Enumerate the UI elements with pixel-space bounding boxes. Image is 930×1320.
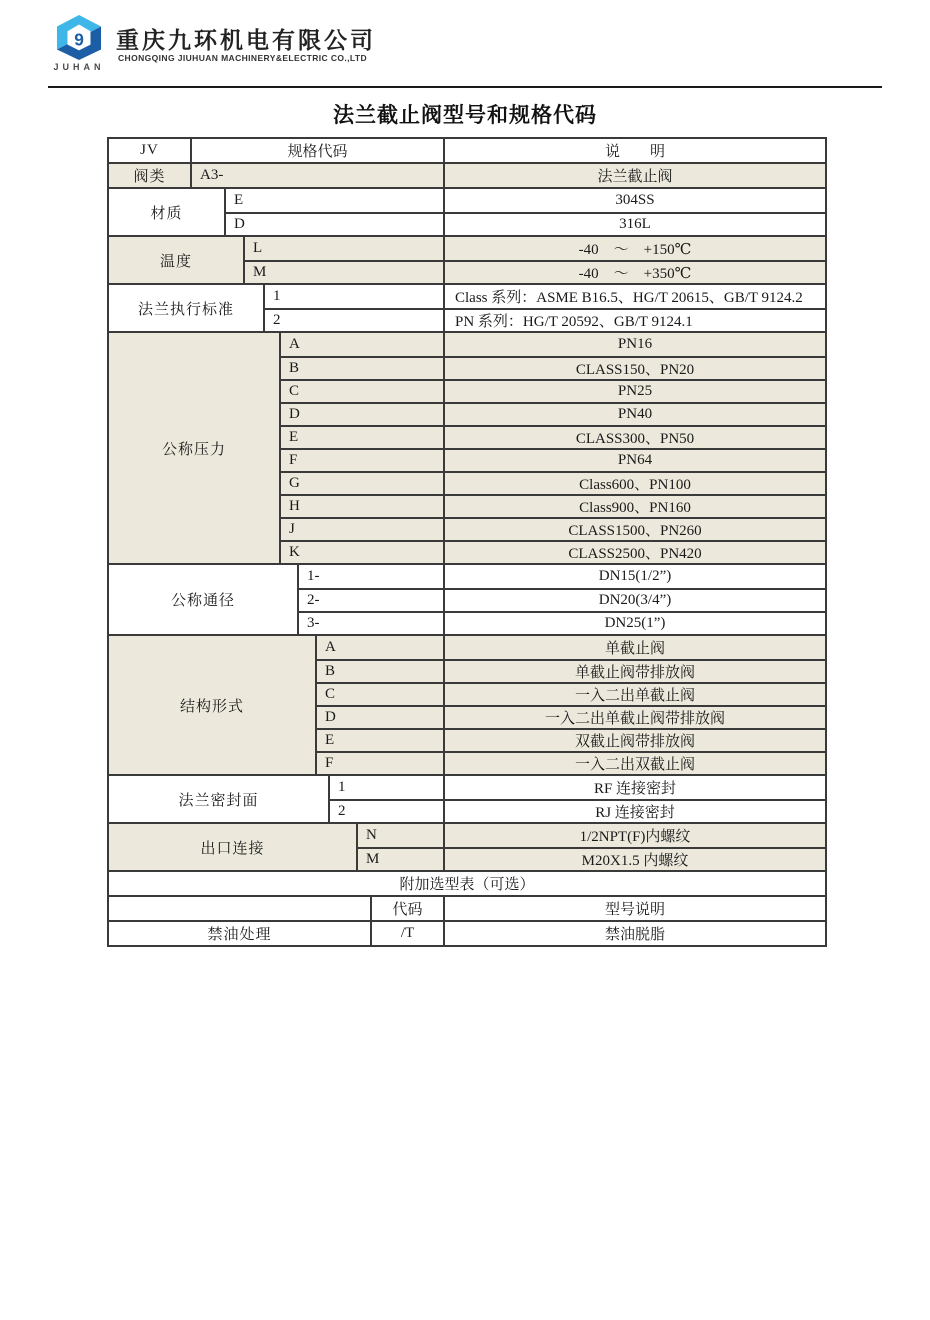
company-logo — [48, 14, 110, 72]
code-cell: 1- — [299, 565, 445, 588]
group-label: 结构形式 — [109, 636, 317, 774]
group-label — [109, 897, 372, 920]
table-row — [317, 751, 825, 774]
group-label: 公称通径 — [109, 565, 299, 634]
table-row — [281, 356, 825, 379]
desc-cell: PN64 — [617, 452, 653, 468]
table-row — [226, 189, 825, 212]
desc-cell: CLASS300、PN50 — [575, 431, 695, 447]
spec-code-table — [107, 137, 827, 947]
code-cell: 1 — [265, 285, 445, 308]
table-row — [317, 728, 825, 751]
table-row — [265, 308, 825, 331]
code-cell: B — [281, 358, 445, 379]
desc-cell: RF 连接密封 — [593, 781, 677, 797]
group-label: 公称压力 — [109, 333, 281, 563]
desc-cell: Class900、PN160 — [579, 500, 691, 516]
desc-cell: 1/2NPT(F)内螺纹 — [579, 829, 691, 845]
desc-cell: CLASS1500、PN260 — [568, 523, 702, 539]
desc-cell: DN25(1”) — [604, 615, 666, 631]
group-outlet-connection — [109, 822, 825, 870]
table-row — [192, 164, 825, 187]
company-name-english: CHONGQING JIUHUAN MACHINERY&ELECTRIC CO.,LTD — [118, 53, 367, 63]
table-row — [281, 471, 825, 494]
desc-cell: 单截止阀 — [604, 641, 665, 657]
code-cell: D — [226, 214, 445, 235]
table-row — [265, 285, 825, 308]
group-label: 法兰密封面 — [109, 776, 330, 822]
code-cell: A3- — [192, 164, 445, 187]
code-cell: D — [281, 404, 445, 425]
table-row — [226, 212, 825, 235]
code-cell: G — [281, 473, 445, 494]
desc-cell: 禁油脱脂 — [604, 927, 665, 943]
code-cell: F — [281, 450, 445, 471]
table-row — [330, 799, 825, 822]
desc-cell: CLASS150、PN20 — [575, 362, 695, 378]
table-row — [245, 237, 825, 260]
group-valve-class — [109, 162, 825, 187]
code-cell: N — [358, 824, 445, 847]
page-title: 法兰截止阀型号和规格代码 — [333, 103, 597, 127]
table-row — [317, 636, 825, 659]
table-row — [281, 379, 825, 402]
table-row — [281, 333, 825, 356]
desc-cell: Class600、PN100 — [579, 477, 691, 493]
desc-cell: 一入二出双截止阀 — [574, 757, 695, 773]
table-row — [299, 588, 825, 611]
code-cell: 3- — [299, 613, 445, 634]
group-label: 材质 — [109, 189, 226, 235]
group-nominal-pressure — [109, 331, 825, 563]
code-cell: /T — [372, 922, 445, 945]
table-row — [281, 425, 825, 448]
desc-cell: Class 系列：ASME B16.5、HG/T 20615、GB/T 9124.2 — [455, 290, 803, 306]
code-cell: J — [281, 519, 445, 540]
code-cell: 2 — [265, 310, 445, 331]
code-cell: E — [281, 427, 445, 448]
group-flange-standard — [109, 283, 825, 331]
code-cell: D — [317, 707, 445, 728]
desc-cell: 型号说明 — [604, 902, 665, 918]
header-divider-line — [48, 86, 882, 88]
group-label: 禁油处理 — [109, 922, 372, 945]
code-cell: C — [317, 684, 445, 705]
table-row — [330, 776, 825, 799]
juhan-hexagon-logo-icon — [53, 14, 105, 60]
table-header-row — [109, 139, 825, 162]
code-cell: 1 — [330, 776, 445, 799]
code-cell: B — [317, 661, 445, 682]
table-row — [317, 682, 825, 705]
company-name-chinese: 重庆九环机电有限公司 — [116, 27, 376, 53]
code-cell: A — [281, 333, 445, 356]
header-cell-jv: JV — [109, 139, 192, 162]
group-label: 法兰执行标准 — [109, 285, 265, 331]
code-cell: F — [317, 753, 445, 774]
code-cell: H — [281, 496, 445, 517]
code-cell: E — [226, 189, 445, 212]
header-cell-spec-code: 规格代码 — [192, 139, 445, 162]
table-row — [299, 565, 825, 588]
desc-cell: 一入二出单截止阀 — [574, 688, 695, 704]
table-row — [358, 847, 825, 870]
table-row — [281, 517, 825, 540]
group-nominal-diameter — [109, 563, 825, 634]
group-label: 温度 — [109, 237, 245, 283]
logo-brand-text: JUHAN — [53, 62, 105, 72]
code-cell: M — [358, 849, 445, 870]
table-row — [358, 824, 825, 847]
code-cell: A — [317, 636, 445, 659]
header-cell-description: 说 明 — [604, 144, 665, 160]
group-label: 阀类 — [109, 164, 192, 187]
desc-cell: DN20(3/4”) — [598, 592, 672, 608]
desc-cell: 法兰截止阀 — [597, 169, 673, 185]
row-additional-options-header — [109, 895, 825, 920]
group-material — [109, 187, 825, 235]
table-row — [281, 448, 825, 471]
desc-cell: M20X1.5 内螺纹 — [581, 853, 689, 869]
desc-cell: PN 系列：HG/T 20592、GB/T 9124.1 — [455, 314, 693, 330]
desc-cell: RJ 连接密封 — [595, 805, 675, 821]
desc-cell: PN25 — [617, 383, 653, 399]
desc-cell: -40 ～ +350℃ — [578, 266, 692, 282]
desc-cell: 双截止阀带排放阀 — [574, 734, 695, 750]
desc-cell: 单截止阀带排放阀 — [574, 665, 695, 681]
table-row — [281, 402, 825, 425]
group-label: 出口连接 — [109, 824, 358, 870]
additional-options-title-cell: 附加选型表（可选） — [399, 877, 535, 893]
code-cell: K — [281, 542, 445, 563]
desc-cell: CLASS2500、PN420 — [568, 546, 702, 562]
desc-cell: 316L — [619, 216, 651, 232]
desc-cell: PN16 — [617, 336, 653, 352]
code-cell: 代码 — [372, 897, 445, 920]
group-flange-seal-face — [109, 774, 825, 822]
code-cell: M — [245, 262, 445, 283]
desc-cell: 一入二出单截止阀带排放阀 — [544, 711, 725, 727]
code-cell: E — [317, 730, 445, 751]
desc-cell: 304SS — [615, 192, 655, 208]
table-row — [281, 494, 825, 517]
code-cell: 2 — [330, 801, 445, 822]
desc-cell: -40 ～ +150℃ — [578, 242, 692, 258]
group-temperature — [109, 235, 825, 283]
table-row — [317, 705, 825, 728]
code-cell: L — [245, 237, 445, 260]
desc-cell: PN40 — [617, 406, 653, 422]
table-row — [317, 659, 825, 682]
table-row — [245, 260, 825, 283]
code-cell: C — [281, 381, 445, 402]
code-cell: 2- — [299, 590, 445, 611]
table-row — [299, 611, 825, 634]
svg-text:9: 9 — [74, 29, 84, 50]
row-additional-options-title — [109, 870, 825, 895]
group-structure-type — [109, 634, 825, 774]
row-oil-free-treatment — [109, 920, 825, 945]
desc-cell: DN15(1/2”) — [598, 568, 672, 584]
table-row — [281, 540, 825, 563]
